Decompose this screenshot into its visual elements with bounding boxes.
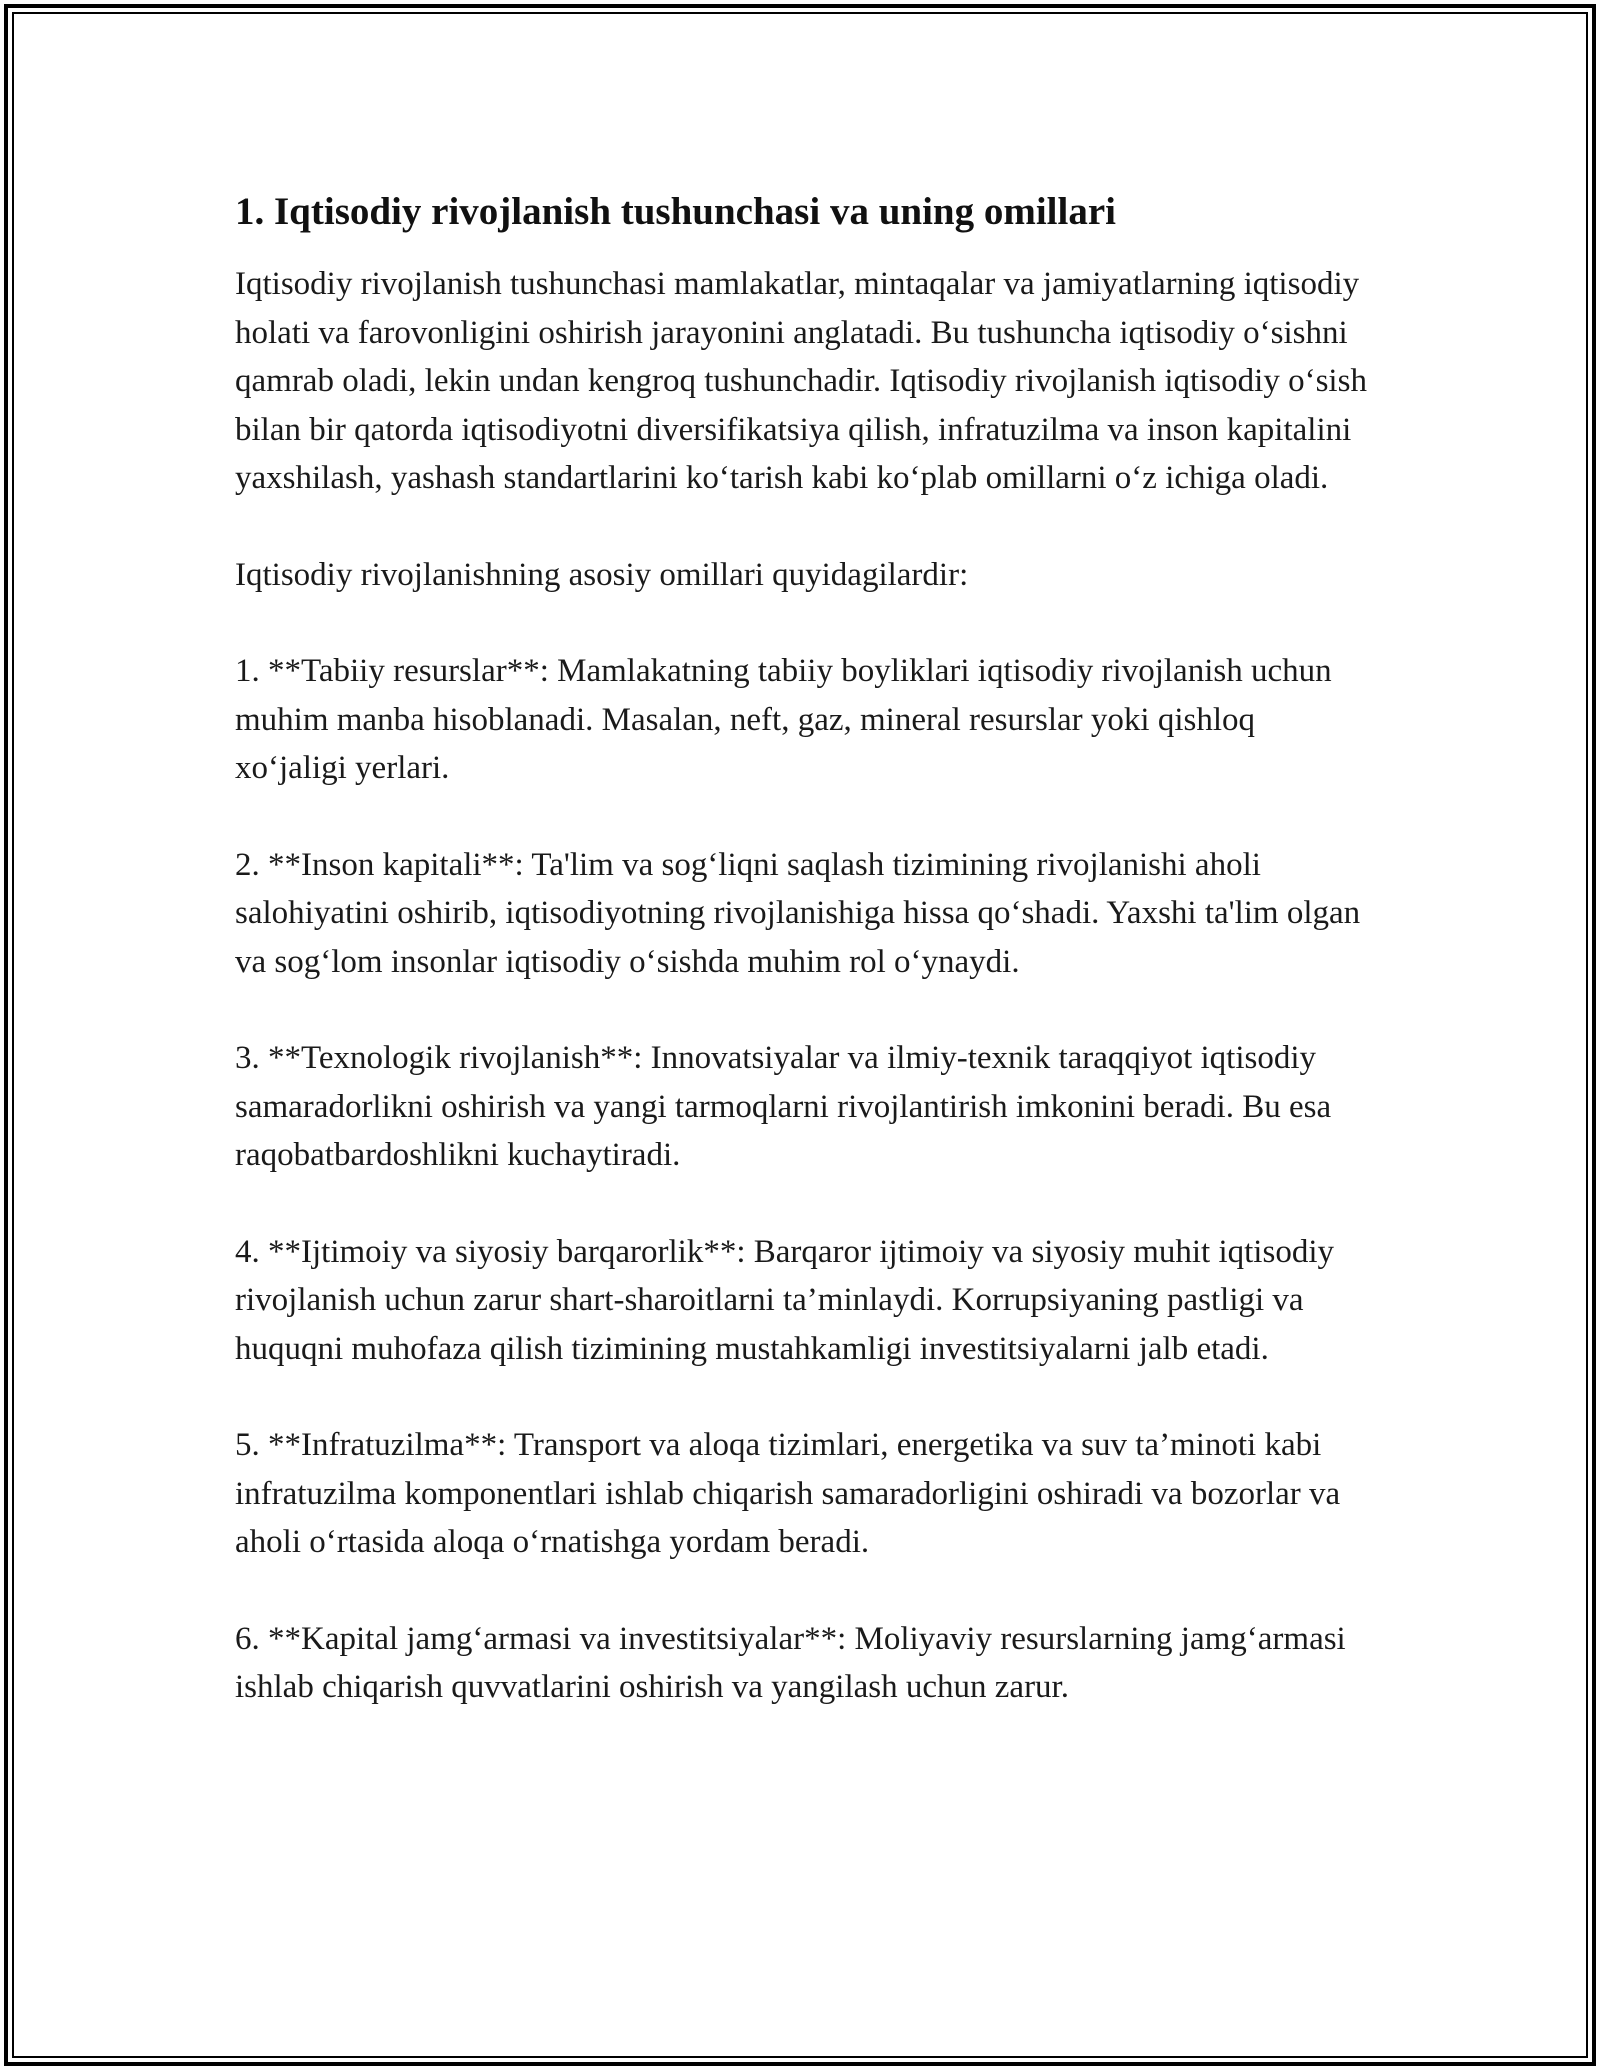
document-body [235,186,1375,1712]
factor-item-infrastructure: 5. **Infratuzilma**: Transport va aloqa tizimlari, energetika va suv ta’minoti kabi infratuzilma komponentlari ishlab chiqarish samaradorligini oshiradi va bozorlar va aholi o‘rtasida aloqa o‘rnatishga yordam beradi. [235,1427,1341,1560]
factor-item-capital: 6. **Kapital jamg‘armasi va investitsiyalar**: Moliyaviy resurslarning jamg‘armasi ishlab chiqarish quvvatlarini oshirish va yangilash uchun zarur. [235,1620,1346,1705]
factor-item-natural-resources: 1. **Tabiiy resurslar**: Mamlakatning tabiiy boyliklari iqtisodiy rivojlanish uchun muhim manba hisoblanadi. Masalan, neft, gaz, mineral resurslar yoki qishloq xo‘jaligi yerlari. [235,653,1332,786]
document-title: 1. Iqtisodiy rivojlanish tushunchasi va uning omillari [235,190,1116,233]
factor-item-technology: 3. **Texnologik rivojlanish**: Innovatsiyalar va ilmiy-texnik taraqqiyot iqtisodiy samaradorlikni oshirish va yangi tarmoqlarni rivojlantirish imkonini beradi. Bu esa raqobatbardoshlikni kuchaytiradi. [235,1040,1332,1173]
factors-intro-paragraph: Iqtisodiy rivojlanishning asosiy omillari quyidagilardir: [235,556,969,593]
factor-item-stability: 4. **Ijtimoiy va siyosiy barqarorlik**: Barqaror ijtimoiy va siyosiy muhit iqtisodiy rivojlanish uchun zarur shart-sharoitlarni ta’minlaydi. Korrupsiyaning pastligi va huquqni muhofaza qilish tizimining mustahkamligi investitsiyalarni jalb etadi. [235,1233,1334,1367]
factor-item-human-capital: 2. **Inson kapitali**: Ta'lim va sog‘liqni saqlash tizimining rivojlanishi aholi salohiyatini oshirib, iqtisodiyotning rivojlanishiga hissa qo‘shadi. Yaxshi ta'lim olgan va sog‘lom insonlar iqtisodiy o‘sishda muhim rol o‘ynaydi. [235,846,1361,980]
intro-paragraph: Iqtisodiy rivojlanish tushunchasi mamlakatlar, mintaqalar va jamiyatlarning iqtisodiy holati va farovonligini oshirish jarayonini anglatadi. Bu tushuncha iqtisodiy o‘sishni qamrab oladi, lekin undan kengroq tushunchadir. Iqtisodiy rivojlanish iqtisodiy o‘sish bilan bir qatorda iqtisodiyotni diversifikatsiya qilish, infratuzilma va inson kapitalini yaxshilash, yashash standartlarini ko‘tarish kabi ko‘plab omillarni o‘z ichiga oladi. [235,266,1367,496]
